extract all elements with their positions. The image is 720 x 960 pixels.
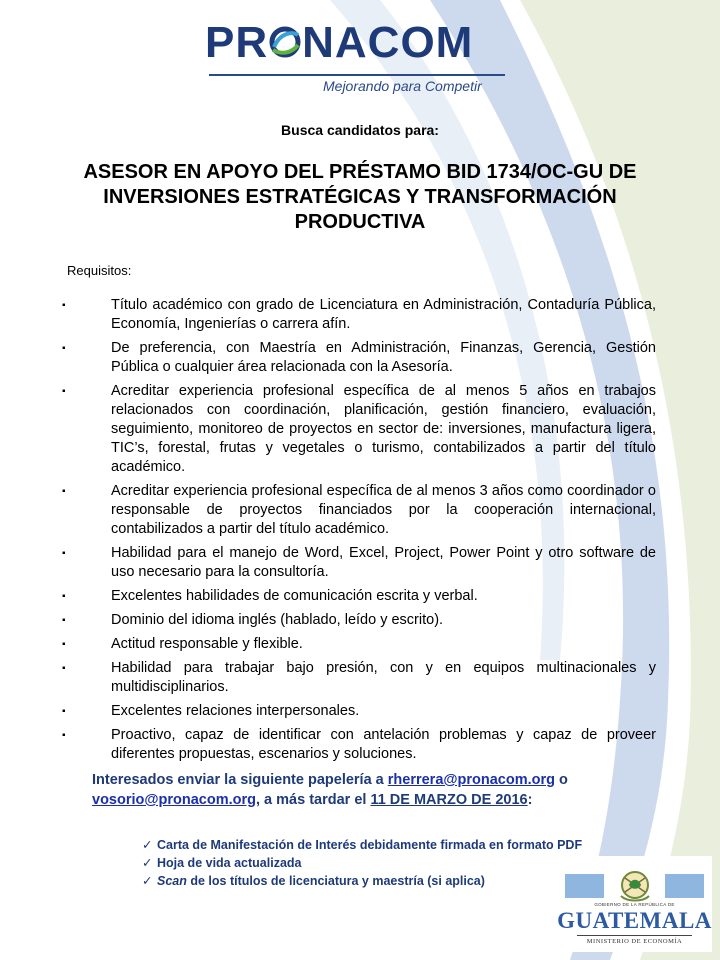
logo-tagline: Mejorando para Competir [323, 78, 482, 94]
list-item-text: Acreditar experiencia profesional específica de al menos 3 años como coordinador o responsable de proyectos financiados por la cooperación internacional, contabilizados a partir del título académico. [111, 483, 656, 537]
busca-label: Busca candidatos para: [281, 122, 439, 138]
bullet-icon: ▪ [62, 639, 66, 650]
bullet-icon: ▪ [62, 663, 66, 674]
list-item-text: Título académico con grado de Licenciatura en Administración, Contaduría Pública, Economía, Ingenierías o carrera afín. [111, 297, 656, 332]
list-item-text: Dominio del idioma inglés (hablado, leído y escrito). [111, 612, 444, 628]
list-item [142, 854, 582, 872]
list-item-text: De preferencia, con Maestría en Administración, Finanzas, Gerencia, Gestión Pública o cualquier área relacionada con la Asesoría. [111, 340, 656, 375]
list-item [62, 339, 656, 377]
contact-end: : [527, 792, 533, 808]
checkmark-icon: ✓ [142, 874, 153, 888]
contact-or: o [555, 772, 568, 788]
logo-text-pr: PR [205, 18, 269, 67]
list-item [62, 702, 656, 721]
doc-text: Carta de Manifestación de Interés debidamente firmada en formato PDF [157, 838, 583, 852]
coat-of-arms-icon [615, 866, 655, 904]
list-item-text: Excelentes habilidades de comunicación escrita y verbal. [111, 588, 478, 604]
list-item [62, 635, 656, 654]
requisitos-list [62, 296, 656, 769]
seal-government-text: GOBIERNO DE LA REPÚBLICA DE [594, 902, 675, 907]
list-item-text: Proactivo, capaz de identificar con antelación problemas y capaz de proveer diferentes propuestas, escenarios y soluciones. [111, 727, 656, 762]
logo-wordmark [205, 18, 473, 68]
email-link-rherrera[interactable]: rherrera@pronacom.org [387, 772, 556, 788]
bullet-icon: ▪ [62, 730, 66, 741]
list-item [142, 836, 582, 854]
list-item [62, 296, 656, 334]
list-item [62, 659, 656, 697]
bullet-icon: ▪ [62, 343, 66, 354]
logo-underline [209, 74, 505, 76]
bullet-icon: ▪ [62, 386, 66, 397]
seal-divider [577, 935, 692, 936]
list-item [62, 587, 656, 606]
guatemala-ministry-logo [557, 856, 712, 952]
list-item [62, 611, 656, 630]
bullet-icon: ▪ [62, 486, 66, 497]
seal-country-text: GUATEMALA [557, 908, 712, 933]
bullet-icon: ▪ [62, 706, 66, 717]
requisitos-label: Requisitos: [67, 263, 132, 278]
pronacom-logo [205, 18, 505, 98]
deadline-date: 11 DE MARZO DE 2016 [370, 792, 528, 808]
checkmark-icon: ✓ [142, 856, 153, 870]
list-item-text: Acreditar experiencia profesional específica de al menos 5 años en trabajos relacionados con coordinación, planificación, gestión financiero, evaluación, seguimiento, monitoreo de proyectos en sector de: inversiones, manufactura ligera, TIC’s, forestal, frutas y vegetales o turismo, contabilizados a partir del título académico. [111, 383, 656, 475]
list-item-text: Habilidad para trabajar bajo presión, con y en equipos multinacionales y multidisciplinarios. [111, 660, 656, 695]
doc-text: Hoja de vida actualizada [157, 856, 302, 870]
bullet-icon: ▪ [62, 591, 66, 602]
doc-text: de los títulos de licenciatura y maestría (si aplica) [186, 874, 485, 888]
list-item [62, 482, 656, 539]
globe-icon [268, 25, 302, 59]
list-item [62, 726, 656, 764]
list-item-text: Actitud responsable y flexible. [111, 636, 303, 652]
bullet-icon: ▪ [62, 300, 66, 311]
bullet-icon: ▪ [62, 615, 66, 626]
list-item [142, 872, 582, 890]
logo-o-mark [268, 20, 302, 54]
seal-ministry-text: MINISTERIO DE ECONOMÍA [586, 938, 683, 945]
list-item-text: Habilidad para el manejo de Word, Excel, Project, Power Point y otro software de uso necesario para la consultoría. [111, 545, 656, 580]
email-link-vosorio[interactable]: vosorio@pronacom.org [92, 792, 256, 808]
contact-prefix: Interesados enviar la siguiente papelería a [92, 772, 388, 788]
list-item-text: Excelentes relaciones interpersonales. [111, 703, 360, 719]
documents-list [142, 836, 582, 890]
list-item [62, 544, 656, 582]
contact-paragraph [92, 770, 652, 810]
checkmark-icon: ✓ [142, 838, 153, 852]
doc-text-scan: Scan [157, 874, 187, 888]
position-title: ASESOR EN APOYO DEL PRÉSTAMO BID 1734/OC-GU DE INVERSIONES ESTRATÉGICAS Y TRANSFORMACIÓN PRODUCTIVA [83, 161, 637, 233]
bullet-icon: ▪ [62, 548, 66, 559]
logo-text-nacom: NACOM [302, 18, 474, 67]
contact-mid: , a más tardar el [256, 792, 371, 808]
list-item [62, 382, 656, 477]
